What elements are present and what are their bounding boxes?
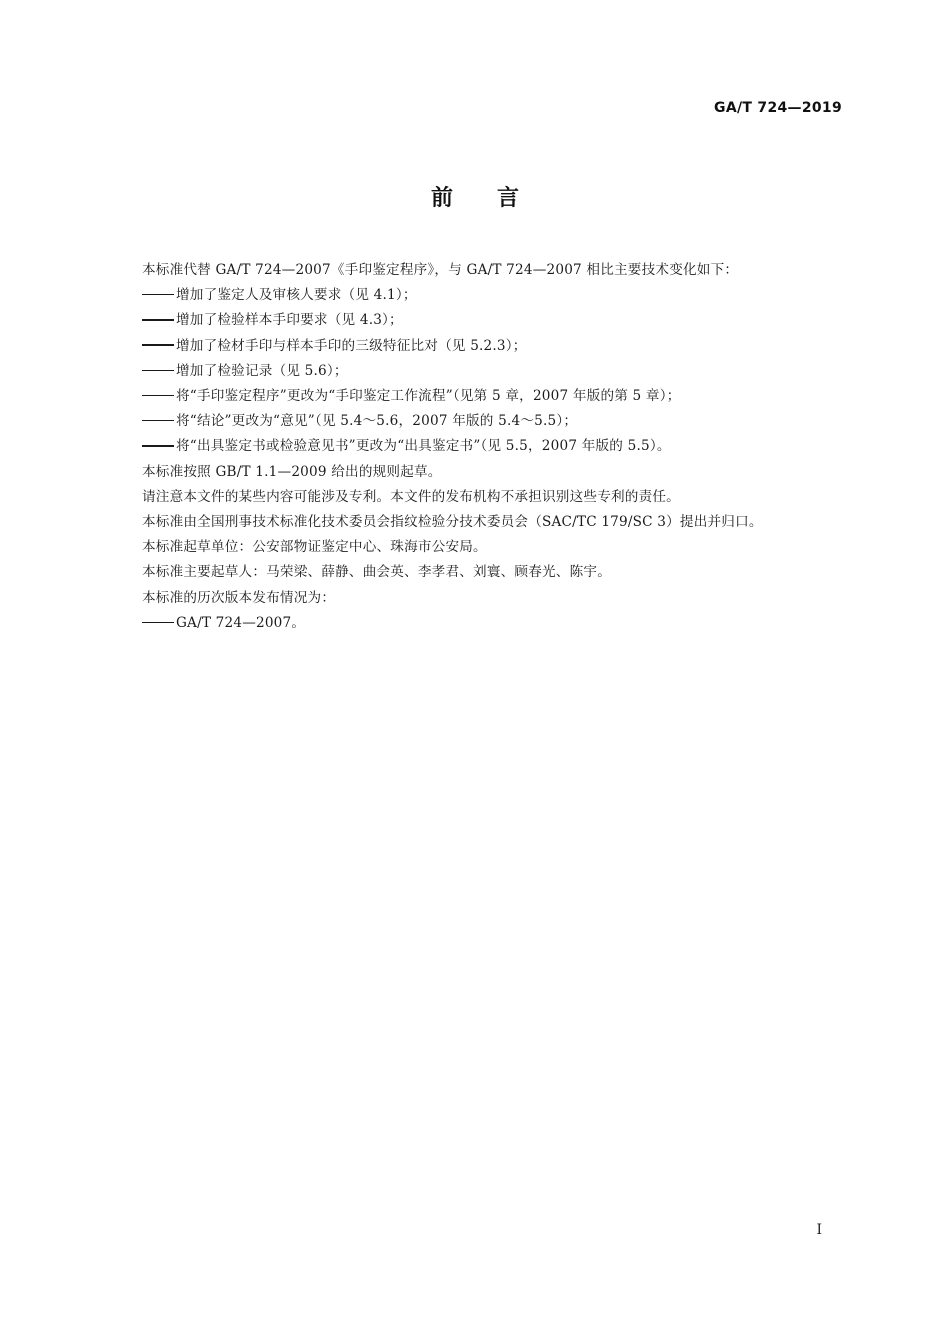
foreword-body (108, 258, 843, 636)
em-dash (142, 319, 174, 321)
drafting-rules-paragraph: 本标准按照 GB/T 1.1—2009 给出的规则起草。 (142, 463, 442, 480)
change-item (108, 409, 843, 434)
change-item-text: 增加了鉴定人及审核人要求（见 4.1）； (176, 287, 417, 304)
em-dash (142, 420, 174, 422)
proposer-paragraph: 本标准由全国刑事技术标准化技术委员会指纹检验分技术委员会（SAC/TC 179/SC 3）提出并归口。 (142, 514, 763, 531)
history-intro-paragraph: 本标准的历次版本发布情况为： (142, 589, 336, 606)
change-item (108, 359, 843, 384)
page-title: 前言 (430, 186, 563, 211)
change-item-text: 将“出具鉴定书或检验意见书”更改为“出具鉴定书”（见 5.5，2007 年版的 5.5）。 (176, 438, 671, 455)
change-item-text: 增加了检验记录（见 5.6）； (176, 362, 348, 379)
change-item (108, 308, 843, 333)
change-item-text: 将“结论”更改为“意见”（见 5.4～5.6，2007 年版的 5.4～5.5）； (176, 413, 578, 430)
em-dash (142, 622, 174, 624)
change-item-text: 增加了检材手印与样本手印的三级特征比对（见 5.2.3）； (176, 337, 527, 354)
drafters-paragraph: 本标准主要起草人：马荣梁、薛静、曲会英、李孝君、刘寰、顾春光、陈宇。 (142, 564, 611, 581)
standard-number: GA/T 724—2019 (714, 100, 842, 116)
change-item-text: 将“手印鉴定程序”更改为“手印鉴定工作流程”（见第 5 章，2007 年版的第 5 章）； (176, 388, 681, 405)
history-item (108, 611, 843, 636)
em-dash (142, 395, 174, 397)
change-item (108, 434, 843, 459)
drafting-units-paragraph: 本标准起草单位：公安部物证鉴定中心、珠海市公安局。 (142, 539, 487, 556)
intro-paragraph: 本标准代替 GA/T 724—2007《手印鉴定程序》，与 GA/T 724—2007 相比主要技术变化如下： (142, 262, 739, 278)
em-dash (142, 445, 174, 447)
em-dash (142, 344, 174, 346)
em-dash (142, 294, 174, 296)
change-item (108, 384, 843, 409)
history-item-text: GA/T 724—2007。 (176, 614, 306, 631)
em-dash (142, 370, 174, 372)
page-number: I (816, 1222, 822, 1238)
patent-notice-paragraph: 请注意本文件的某些内容可能涉及专利。本文件的发布机构不承担识别这些专利的责任。 (142, 488, 680, 505)
change-item (108, 334, 843, 359)
change-item-text: 增加了检验样本手印要求（见 4.3）； (176, 312, 403, 329)
change-item (108, 283, 843, 308)
